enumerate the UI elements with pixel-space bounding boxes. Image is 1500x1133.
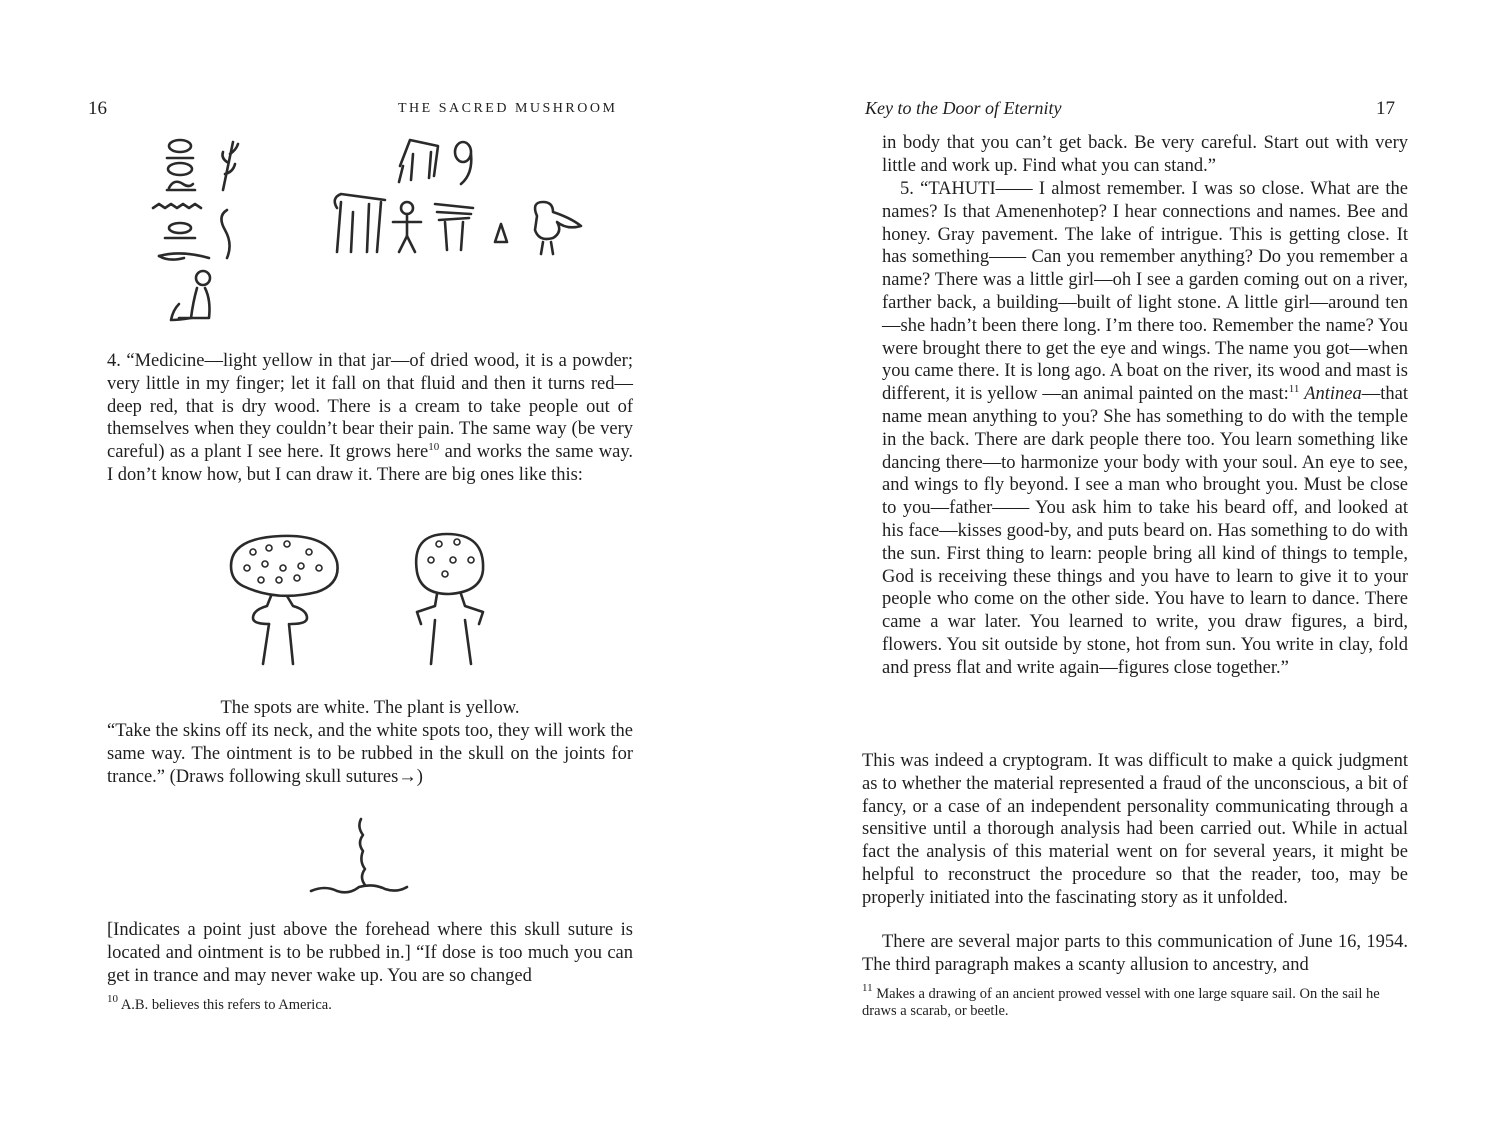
footnote-ref-11: 11 [1288, 383, 1300, 396]
paragraph-5 [882, 178, 1408, 680]
paragraph-5-end: —that name mean anything to you? She has something to do with the temple in the back. There are dark people there too. You learn something like dancing there—to harmonize your body with your soul. An eye to see, and wings to fly beyond. I see a man who brought you. Must be close to you—father—— You ask him to take his beard off, and looked at his face—kisses good-by, and puts beard on. Has something to do with the sun. First thing to learn: people bring all kind of things to temple, God is receiving these things and you have to learn to give it to your people who come on the other side. You have to learn to dance. There came a war later. You learned to write, you draw figures, a bird, flowers. You sit outside by stone, hot from sun. You write in clay, fold and press flat and write again—figures close together.” [882, 384, 1408, 678]
skull-suture-drawing [305, 815, 415, 900]
major-parts-paragraph [862, 931, 1408, 977]
footnote-10-text: A.B. believes this refers to America. [118, 997, 332, 1013]
continuation-paragraph: in body that you can’t get back. Be very careful. Start out with very little and work up. Find what you can stand.” [882, 133, 1408, 176]
page-number-right: 17 [1376, 98, 1395, 119]
footnote-11-mark: 11 [862, 982, 873, 994]
paragraph-4 [107, 350, 633, 487]
footnote-10 [107, 993, 633, 1014]
paragraph-4-text: 4. “Medicine—light yellow in that jar—of dried wood, it is a powder; very little in my finger; let it fall on that fluid and then it turns red—deep red, that is dry wood. There is a cream to take people out of themselves when they couldn’t bear their pain. The same way (be very careful) as a plant I see here. It grows here [107, 351, 633, 463]
footnote-11-text: Makes a drawing of an ancient prowed vessel with one large square sail. On the sail he draws a scarab, or beetle. [862, 986, 1380, 1019]
antinea-name: Antinea [1304, 384, 1362, 405]
quote-paragraph: “Take the skins off its neck, and the white spots too, they will work the same way. The ointment is to be rubbed in the skull on the joints for trance.” (Draws following skull sutures→) [107, 721, 633, 787]
footnote-ref-10: 10 [428, 441, 440, 454]
major-parts-text: There are several major parts to this communication of June 16, 1954. The third paragraph makes a scanty allusion to ancestry, and [862, 932, 1408, 975]
running-title-right: Key to the Door of Eternity [865, 98, 1062, 118]
running-title-left: THE SACRED MUSHROOM [398, 101, 618, 116]
cryptogram-paragraph: This was indeed a cryptogram. It was difficult to make a quick judgment as to whether the material represented a fraud of the unconscious, a bit of fancy, or a case of an independent personality communicating through a sensitive until a thorough analysis had been carried out. While in actual fact the analysis of this material went on for several years, it might be helpful to reconstruct the procedure so that the reader, too, may be properly initiated into the fascinating story as it unfolded. [862, 751, 1408, 908]
indicates-paragraph: [Indicates a point just above the forehead where this skull suture is located and ointment is to be rubbed in.] “If dose is too much you can get in trance and may never wake up. You are so changed [107, 920, 633, 986]
right-page [750, 0, 1500, 1133]
page-number-left: 16 [88, 98, 107, 119]
footnote-11 [862, 982, 1408, 1020]
mushroom-drawing [225, 530, 545, 675]
hieroglyphs-drawing [145, 132, 645, 332]
paragraph-4-end: and works the same way. I don’t know how, but I can draw it. There are big ones like this: [107, 442, 633, 485]
footnote-10-mark: 10 [107, 993, 118, 1005]
paragraph-5-text: 5. “TAHUTI—— I almost remember. I was so close. What are the names? Is that Amenenhotep? I hear connections and names. Bee and honey. Gray pavement. The lake of intrigue. This is getting close. It has something—— Can you remember anything? Do you remember a name? There was a little girl—oh I see a garden coming out on a river, farther back, a building—built of light stone. A little girl—around ten—she hadn’t been there long. I’m there too. Remember the name? You were brought there to get the eye and wings. The name you got—when you came there. It is long ago. A boat on the river, its wood and mast is different, it is yellow —an animal painted on the mast: [882, 179, 1408, 405]
caption: The spots are white. The plant is yellow. [220, 698, 520, 718]
